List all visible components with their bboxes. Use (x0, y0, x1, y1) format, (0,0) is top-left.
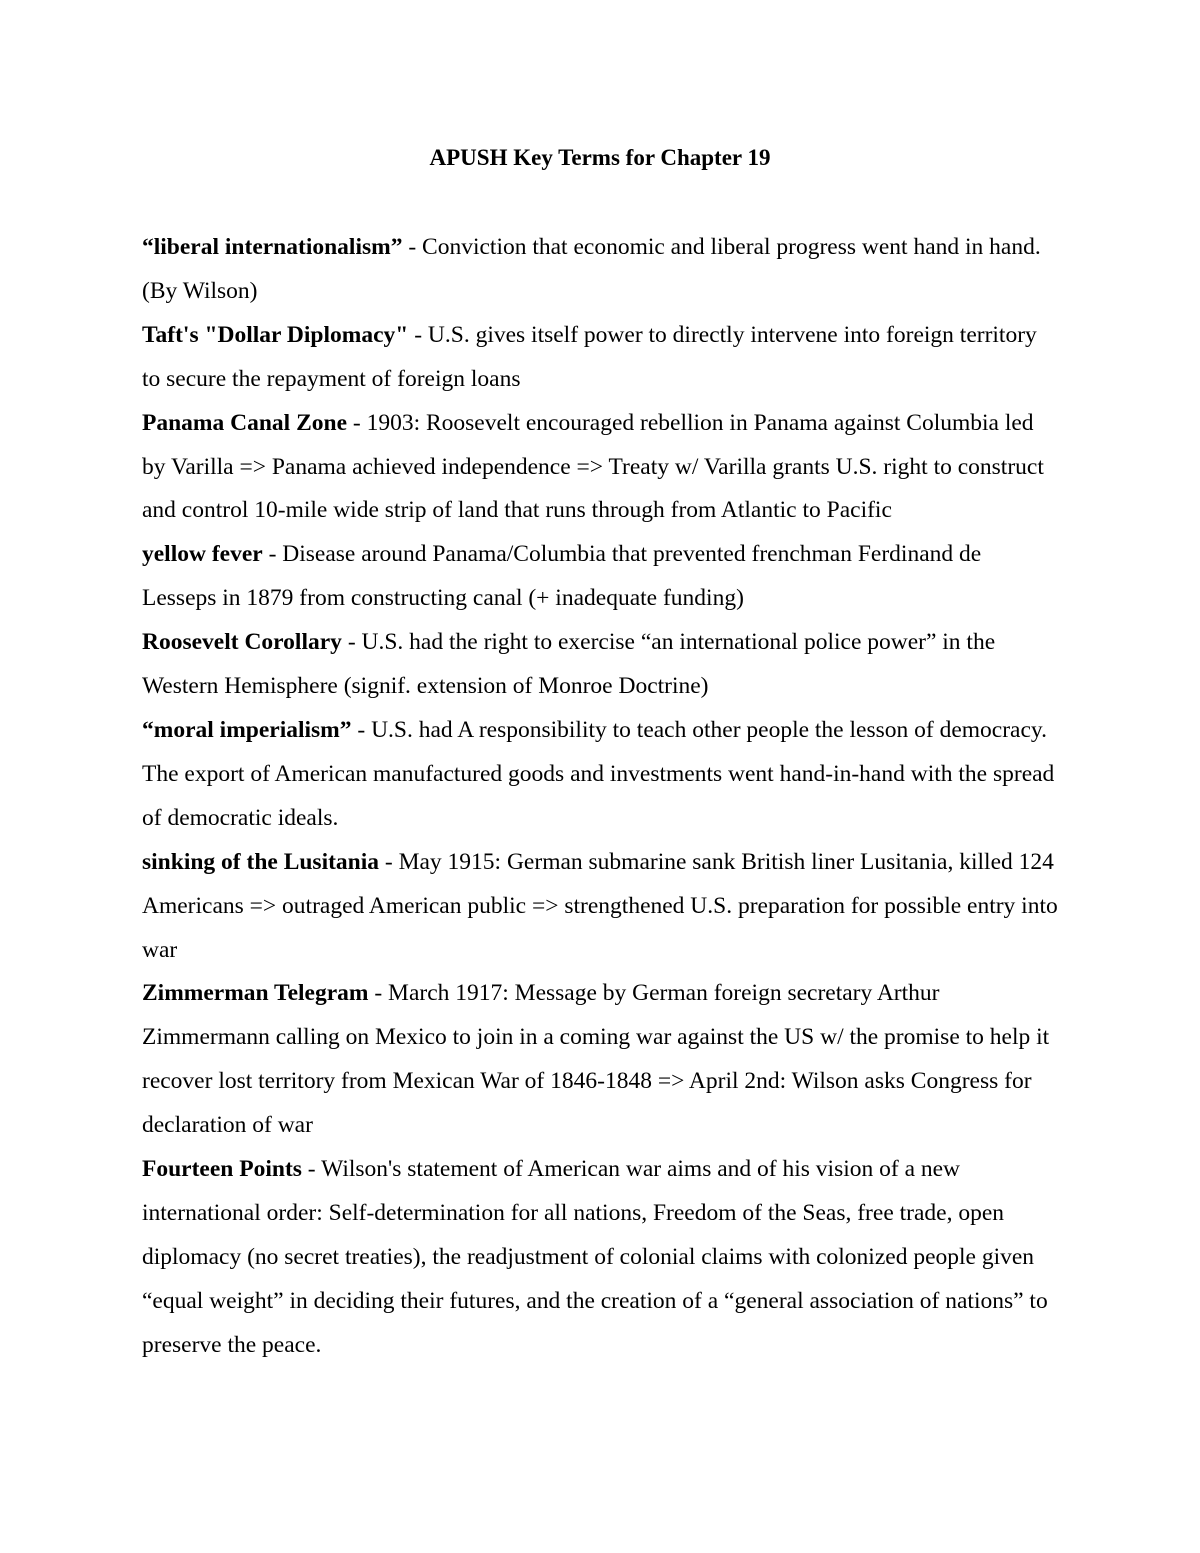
term-entry-yellow-fever (142, 533, 1060, 621)
term-name: “liberal internationalism” (142, 234, 403, 260)
term-entry-moral-imperialism (142, 709, 1060, 841)
terms-list (142, 226, 1060, 1368)
term-definition: - U.S. had A responsibility to teach other people the lesson of democracy. The export of American manufactured goods and investments went hand-in-hand with the spread of democratic ideals. (142, 716, 1055, 831)
term-entry-zimmerman-telegram (142, 972, 1060, 1148)
term-definition: - May 1915: German submarine sank British liner Lusitania, killed 124 Americans => outraged American public => strengthened U.S. preparation for possible entry into war (142, 848, 1058, 963)
term-entry-dollar-diplomacy (142, 314, 1060, 402)
term-name: Taft's "Dollar Diplomacy" (142, 321, 409, 348)
term-definition: - March 1917: Message by German foreign secretary Arthur Zimmermann calling on Mexico to join in a coming war against the US w/ the promise to help it recover lost territory from Mexican War of 1846-1848 => April 2nd: Wilson asks Congress for declaration of war (142, 980, 1050, 1139)
term-name: sinking of the Lusitania (142, 848, 380, 875)
term-name: “moral imperialism” (142, 716, 352, 743)
term-name: Panama Canal Zone (142, 409, 347, 436)
term-entry-panama-canal-zone (142, 402, 1060, 534)
term-definition: - Disease around Panama/Columbia that prevented frenchman Ferdinand de Lesseps in 1879 from constructing canal (+ inadequate funding) (142, 541, 982, 612)
term-entry-roosevelt-corollary (142, 621, 1060, 709)
term-name: Zimmerman Telegram (142, 980, 369, 1007)
term-definition: - U.S. had the right to exercise “an international police power” in the Western Hemisphere (signif. extension of Monroe Doctrine) (142, 629, 996, 700)
term-name: yellow fever (142, 541, 263, 568)
term-name: Fourteen Points (142, 1156, 302, 1183)
term-definition: - U.S. gives itself power to directly intervene into foreign territory to secure the repayment of foreign loans (142, 321, 1037, 392)
term-entry-fourteen-points (142, 1148, 1060, 1368)
term-entry-lusitania (142, 841, 1060, 973)
term-definition: - 1903: Roosevelt encouraged rebellion in Panama against Columbia led by Varilla => Panama achieved independence => Treaty w/ Varilla grants U.S. right to construct and control 10-mile wide strip of land that runs through from Atlantic to Pacific (142, 409, 1044, 524)
term-entry-liberal-internationalism (142, 226, 1060, 314)
document-title: APUSH Key Terms for Chapter 19 (429, 145, 771, 170)
term-name: Roosevelt Corollary (142, 629, 342, 656)
term-definition: - Conviction that economic and liberal progress went hand in hand. (By Wilson) (142, 234, 1041, 304)
term-definition: - Wilson's statement of American war aims and of his vision of a new international order: Self-determination for all nations, Freedom of the Seas, free trade, open diplomacy (no secret treaties), the readjustment of colonial claims with colonized people given “equal weight” in deciding their futures, and the creation of a “general association of nations” to preserve the peace. (142, 1156, 1048, 1358)
